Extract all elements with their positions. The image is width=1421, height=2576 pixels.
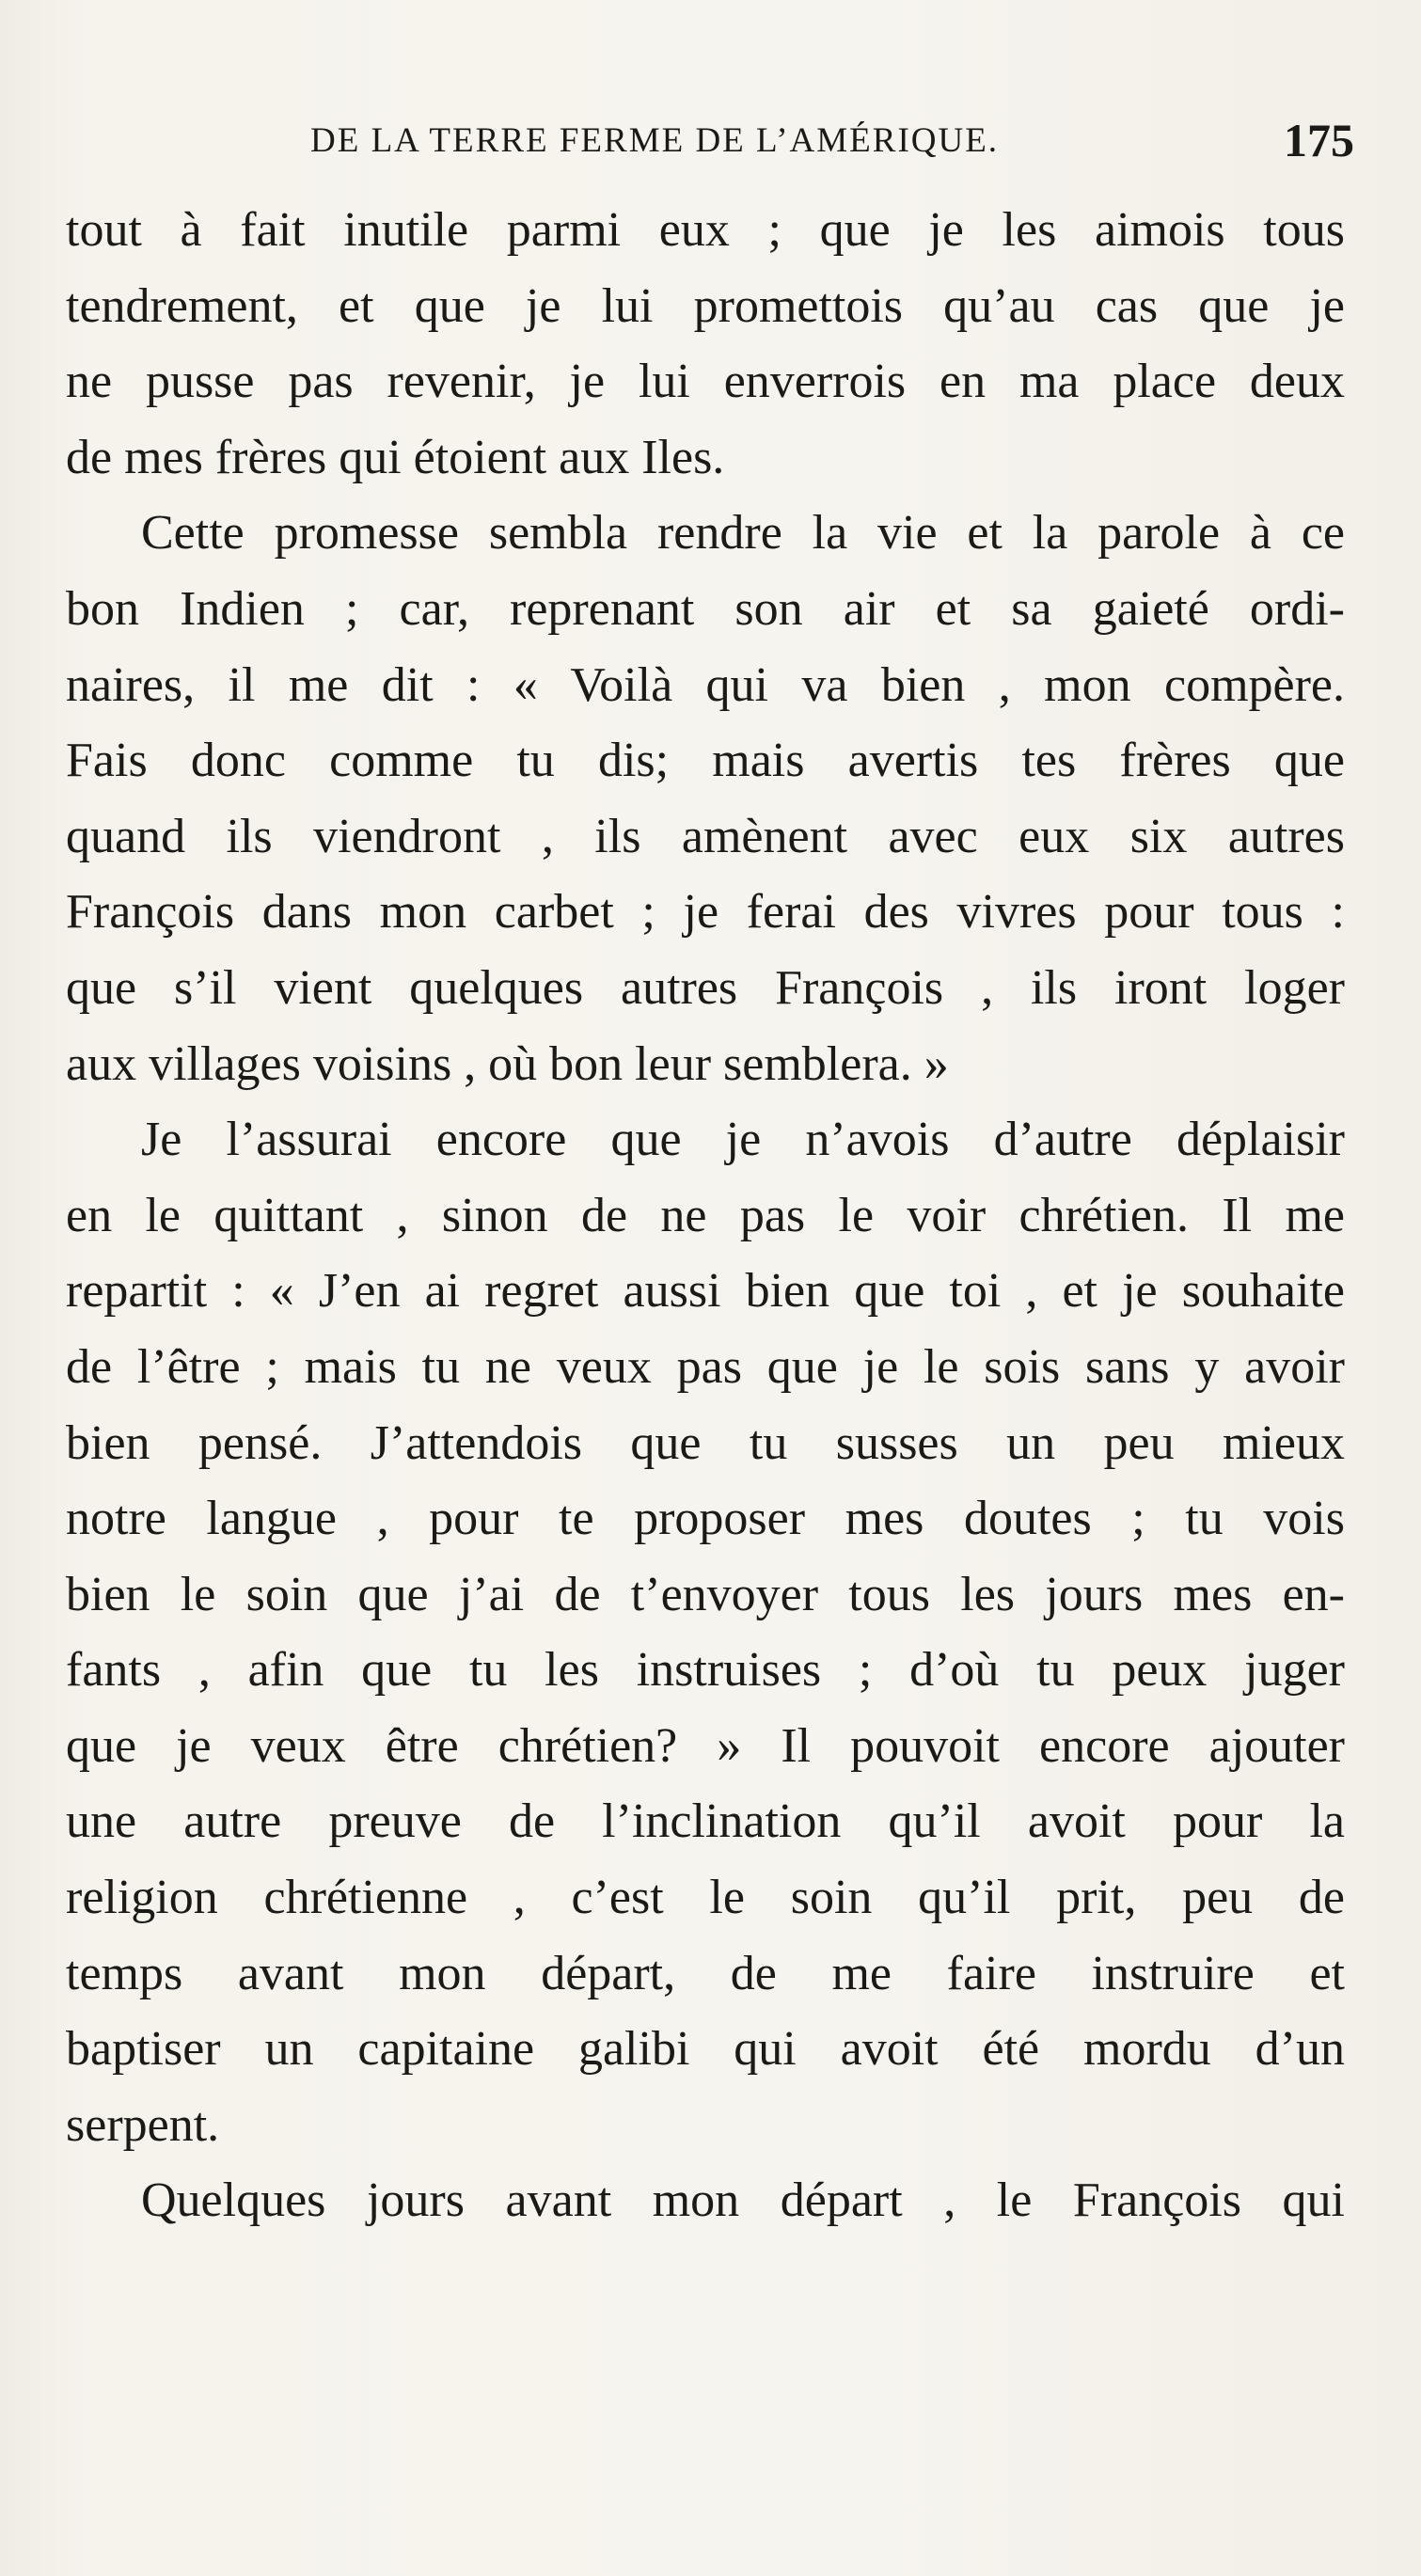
text-line: temps avant mon départ, de me faire instruire et: [66, 1946, 1345, 2000]
text-line: de l’être ; mais tu ne veux pas que je le sois sans y avoir: [66, 1339, 1345, 1394]
text-line: naires, il me dit : « Voilà qui va bien , mon compère.: [66, 657, 1345, 712]
text-line: bon Indien ; car, reprenant son air et sa gaieté ordi-: [66, 581, 1345, 636]
text-line: Quelques jours avant mon départ , le François qui: [141, 2173, 1345, 2228]
text-line: Je l’assurai encore que je n’avois d’autre déplaisir: [141, 1113, 1345, 1167]
text-line: religion chrétienne , c’est le soin qu’il prit, peu de: [66, 1871, 1345, 1925]
text-line: bien le soin que j’ai de t’envoyer tous les jours mes en-: [66, 1567, 1345, 1621]
text-line: que s’il vient quelques autres François , ils iront loger: [66, 960, 1345, 1015]
text-line: baptiser un capitaine galibi qui avoit été mordu d’un: [66, 2022, 1345, 2077]
text-line: fants , afin que tu les instruises ; d’où tu peux juger: [66, 1643, 1345, 1698]
text-line: tendrement, et que je lui promettois qu’au cas que je: [66, 278, 1345, 333]
text-line: que je veux être chrétien? » Il pouvoit encore ajouter: [66, 1718, 1345, 1773]
running-head: DE LA TERRE FERME DE L’AMÉRIQUE.: [310, 121, 1000, 160]
text-line: François dans mon carbet ; je ferai des vivres pour tous :: [66, 885, 1345, 940]
text-line: en le quittant , sinon de ne pas le voir chrétien. Il me: [66, 1188, 1345, 1242]
text-line: quand ils viendront , ils amènent avec eux six autres: [66, 809, 1345, 863]
text-line: Fais donc comme tu dis; mais avertis tes frères que: [66, 734, 1345, 788]
body-text: [66, 193, 1345, 2239]
text-line: une autre preuve de l’inclination qu’il avoit pour la: [66, 1794, 1345, 1849]
page-header: [310, 114, 1354, 177]
page-number: 175: [1284, 114, 1354, 166]
text-line: bien pensé. J’attendois que tu susses un peu mieux: [66, 1415, 1345, 1470]
text-line: de mes frères qui étoient aux Iles.: [66, 430, 725, 484]
text-line: Cette promesse sembla rendre la vie et la parole à ce: [141, 506, 1345, 561]
text-line: ne pusse pas revenir, je lui enverrois en ma place deux: [66, 355, 1345, 409]
text-line: repartit : « J’en ai regret aussi bien que toi , et je souhaite: [66, 1264, 1345, 1319]
text-line: notre langue , pour te proposer mes doutes ; tu vois: [66, 1492, 1345, 1546]
text-line: aux villages voisins , où bon leur semblera. »: [66, 1036, 949, 1091]
text-line: tout à fait inutile parmi eux ; que je les aimois tous: [66, 203, 1345, 257]
text-line: serpent.: [66, 2097, 220, 2152]
